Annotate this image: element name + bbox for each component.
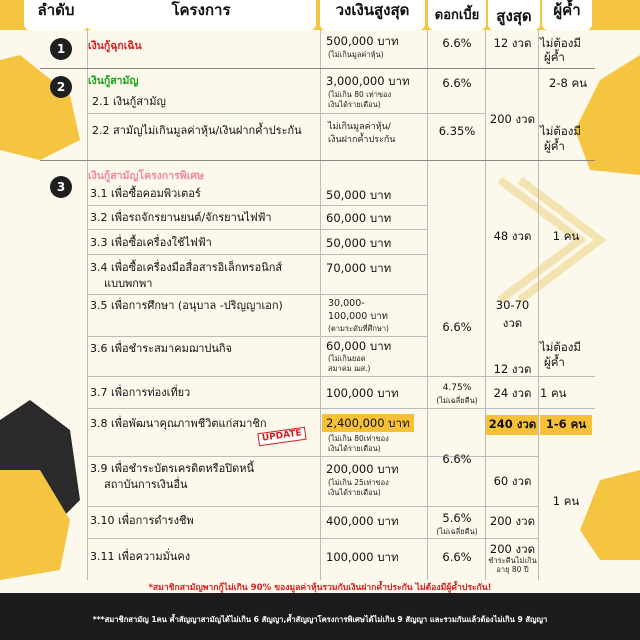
row-3-8-amount: 2,400,000 บาท — [326, 416, 410, 430]
row-3-7-amount: 100,000 บาท — [326, 386, 399, 400]
row-divider — [88, 229, 428, 230]
section-number-2: 2 — [50, 76, 72, 98]
row-2-2-guarantor: ไม่ต้องมี — [540, 124, 581, 138]
header-col-interest: ดอกเบี้ย — [428, 0, 486, 30]
s1-rate: 6.6% — [442, 36, 472, 50]
row-3-2-amount: 60,000 บาท — [326, 211, 392, 225]
s2-term: 200 งวด — [489, 112, 536, 126]
row-3-5-term: 30-70 — [495, 298, 530, 312]
row-3-3-amount: 50,000 บาท — [326, 236, 392, 250]
row-3-11-amount: 100,000 บาท — [326, 550, 399, 564]
row-3-6-guarantor-2: ผู้ค้ำ — [544, 355, 565, 369]
row-3-1-label: 3.1 เพื่อซื้อคอมพิวเตอร์ — [90, 187, 201, 200]
row-divider — [88, 294, 428, 295]
row-2-2-note-2: เงินฝากค้ำประกัน — [328, 135, 396, 145]
row-3-5-note: (ตามระดับที่ศึกษา) — [328, 324, 389, 333]
row-3-1-amount: 50,000 บาท — [326, 188, 392, 202]
row-3-7-label: 3.7 เพื่อการท่องเที่ยว — [90, 386, 191, 399]
row-2-1-label: 2.1 เงินกู้สามัญ — [92, 95, 166, 108]
row-3-9-label: 3.9 เพื่อชำระบัตรเครดิตหรือปิดหนี้ — [90, 462, 255, 475]
s1-amount-note: (ไม่เกินมูลค่าหุ้น) — [328, 50, 384, 59]
row-3-4-label: 3.4 เพื่อซื้อเครื่องมือสื่อสารอิเล็กทรอนิกส์ — [90, 261, 283, 274]
s3-term-main: 48 งวด — [493, 229, 532, 243]
s3-guarantor-low: 1 คน — [552, 494, 580, 508]
row-2-2-guarantor-2: ผู้ค้ำ — [544, 139, 565, 153]
row-3-9-note-2: เงินได้รายเดือน) — [328, 488, 381, 497]
section-number-1: 1 — [50, 38, 72, 60]
row-3-7-term: 24 งวด — [493, 386, 532, 400]
row-3-5-amount: 30,000- — [328, 298, 365, 309]
row-divider — [40, 160, 595, 161]
row-divider — [88, 336, 428, 337]
hand-shape-top-left — [0, 55, 80, 160]
row-divider — [88, 113, 486, 114]
row-2-1-rate: 6.6% — [442, 76, 472, 90]
section-number-3: 3 — [50, 176, 72, 198]
row-3-8-term: 240 งวด — [488, 417, 537, 431]
row-3-8-label: 3.8 เพื่อพัฒนาคุณภาพชีวิตแก่สมาชิก — [90, 417, 267, 430]
row-3-7-rate: 4.75% — [442, 383, 472, 393]
row-divider — [88, 408, 595, 409]
row-3-9-amount: 200,000 บาท — [326, 462, 399, 476]
row-2-1-note-2: เงินได้รายเดือน) — [328, 100, 381, 109]
update-badge: UPDATE — [257, 427, 306, 447]
row-2-1-note: (ไม่เกิน 80 เท่าของ — [328, 90, 392, 99]
row-3-4-label-2: แบบพกพา — [104, 277, 153, 290]
row-3-8-note-2: เงินได้รายเดือน) — [328, 444, 381, 453]
row-3-11-label: 3.11 เพื่อความมั่นคง — [90, 550, 191, 563]
section-1-title: เงินกู้ฉุกเฉิน — [88, 40, 142, 52]
row-divider — [88, 538, 538, 539]
row-3-5-amount-2: 100,000 บาท — [328, 311, 388, 322]
row-3-9-note: (ไม่เกิน 25เท่าของ — [328, 478, 389, 487]
header-col-order: ลำดับ — [24, 0, 88, 30]
row-3-10-term: 200 งวด — [489, 514, 536, 528]
row-3-9-label-2: สถาบันการเงินอื่น — [104, 478, 188, 491]
row-3-11-term-note: ชำระคืนไม่เกิน — [488, 556, 537, 565]
row-2-2-label: 2.2 สามัญไม่เกินมูลค่าหุ้น/เงินฝากค้ำประกัน — [92, 124, 302, 137]
row-2-2-rate: 6.35% — [438, 124, 476, 138]
section-3-title: เงินกู้สามัญโครงการพิเศษ — [88, 170, 204, 182]
row-divider — [88, 376, 595, 377]
note-1: *สมาชิกสามัญพากกู้ไม่เกิน 90% ของมูลค่าหุ้นรวมกับเงินฝากค้ำประกัน ไม่ต้องมีผู้ค้ำประกัน! — [148, 583, 492, 593]
row-3-10-rate: 5.6% — [442, 511, 472, 525]
row-2-1-amount: 3,000,000 บาท — [326, 74, 410, 88]
s1-amount: 500,000 บาท — [326, 34, 399, 48]
row-3-6-label: 3.6 เพื่อชำระสมาคมฌาปนกิจ — [90, 342, 233, 355]
row-3-6-note-2: สมาคม ฌส.) — [328, 364, 371, 373]
s3-rate-main: 6.6% — [442, 320, 472, 334]
section-2-title: เงินกู้สามัญ — [88, 75, 139, 87]
row-3-11-term-note-2: อายุ 80 ปี — [496, 565, 529, 574]
row-3-5-label: 3.5 เพื่อการศึกษา (อนุบาล -ปริญญาเอก) — [90, 299, 283, 312]
hand-shape-right — [580, 470, 640, 560]
row-3-10-label: 3.10 เพื่อการดำรงชีพ — [90, 514, 194, 527]
row-3-6-guarantor: ไม่ต้องมี — [540, 340, 581, 354]
row-3-7-guarantor: 1 คน — [540, 386, 567, 400]
s1-term: 12 งวด — [493, 36, 532, 50]
header-col-max-term: สูงสุด — [488, 0, 540, 30]
header-col-project: โครงการ — [86, 0, 316, 30]
row-3-7-rate-note: (ไม่เฉลี่ยคืน) — [436, 396, 478, 405]
row-3-6-note: (ไม่เกินยอด — [328, 354, 366, 363]
row-3-6-term: 12 งวด — [493, 362, 532, 376]
row-divider — [88, 506, 538, 507]
row-3-8-note: (ไม่เกิน 80เท่าของ — [328, 434, 389, 443]
s3-guarantor-main: 1 คน — [552, 229, 580, 243]
row-divider — [40, 68, 595, 69]
header-col-max-amount: วงเงินสูงสุด — [320, 0, 425, 30]
row-3-10-rate-note: (ไม่เฉลี่ยคืน) — [436, 527, 478, 536]
row-2-2-note: ไม่เกินมูลค่าหุ้น/ — [328, 122, 391, 132]
row-divider — [88, 254, 428, 255]
row-3-2-label: 3.2 เพื่อรถจักรยานยนต์/จักรยานไฟฟ้า — [90, 211, 272, 224]
row-3-10-amount: 400,000 บาท — [326, 514, 399, 528]
row-3-9-term: 60 งวด — [493, 474, 532, 488]
header-col-guarantor: ผู้ค้ำ — [542, 0, 592, 30]
row-3-8-guarantor: 1-6 คน — [545, 417, 587, 431]
hand-shape-top-right — [575, 55, 640, 175]
row-3-5-term-2: งวด — [502, 316, 523, 330]
row-divider — [88, 205, 428, 206]
s1-guarantor-2: ผู้ค้ำ — [544, 50, 565, 64]
s3-rate-mid: 6.6% — [442, 452, 472, 466]
row-3-11-term: 200 งวด — [489, 542, 536, 556]
row-2-1-guarantor: 2-8 คน — [549, 76, 587, 90]
note-3: ***สมาชิกสามัญ 1คน ค้ำสัญญาสามัญได้ไม่เกิน 6 สัญญา,ค้ำสัญญาโครงการพิเศษได้ไม่เกิน 9 สัญญา และรวมกันแล้วต้องไม่เกิน 9 สัญญา — [92, 615, 548, 624]
s1-guarantor: ไม่ต้องมี — [540, 36, 581, 50]
row-3-11-rate: 6.6% — [442, 550, 472, 564]
row-3-6-amount: 60,000 บาท — [326, 339, 392, 353]
row-3-4-amount: 70,000 บาท — [326, 261, 392, 275]
row-3-3-label: 3.3 เพื่อซื้อเครื่องใช้ไฟฟ้า — [90, 236, 212, 249]
